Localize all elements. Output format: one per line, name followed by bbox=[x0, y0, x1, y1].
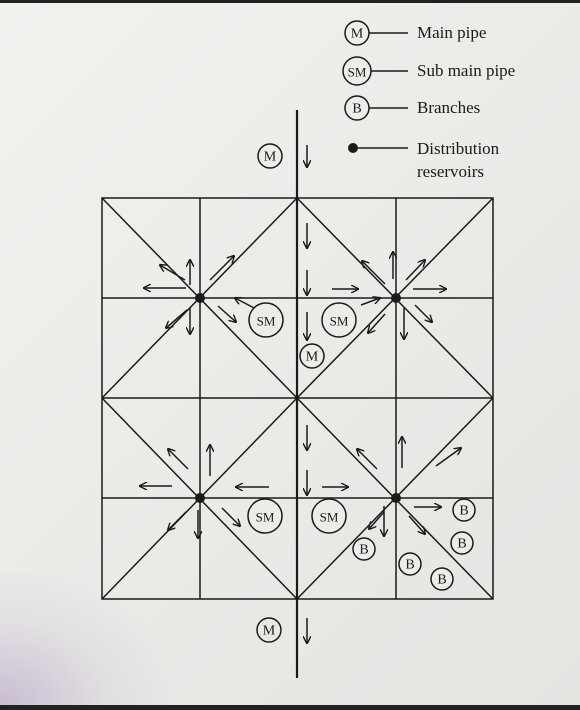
arrow-up-left-icon bbox=[357, 449, 377, 469]
reservoir-dot-icon bbox=[195, 293, 205, 303]
legend-branches bbox=[345, 96, 480, 120]
arrow-down-right-icon bbox=[222, 508, 240, 526]
arrow-up-right-icon bbox=[436, 448, 461, 466]
arrow-up-left-icon bbox=[362, 261, 385, 284]
legend-branch-symbol: B bbox=[352, 101, 362, 117]
reservoir-dot-icon bbox=[348, 143, 358, 153]
sub-main-label-bottom-left: SM bbox=[255, 509, 275, 525]
legend-main-symbol: M bbox=[350, 26, 364, 42]
legend-reservoir-label-line1: Distribution bbox=[417, 139, 500, 158]
reservoir-dot-icon bbox=[391, 293, 401, 303]
legend bbox=[343, 21, 515, 181]
legend-branch-label: Branches bbox=[417, 98, 481, 117]
arrow-down-left-icon bbox=[369, 512, 384, 529]
legend-sub-main-label: Sub main pipe bbox=[417, 61, 516, 80]
legend-main-pipe bbox=[345, 21, 486, 45]
arrow-down-right-icon bbox=[415, 305, 432, 322]
branch-label: B bbox=[457, 536, 467, 552]
sub-main-label-top-right: SM bbox=[329, 313, 349, 329]
main-pipe-label-center: M bbox=[305, 349, 319, 365]
main-pipe-label-top: M bbox=[263, 149, 277, 165]
arrow-down-left-icon bbox=[166, 310, 187, 328]
reservoir-dot-icon bbox=[195, 493, 205, 503]
legend-main-label: Main pipe bbox=[417, 23, 487, 42]
arrow-down-right-icon bbox=[409, 516, 425, 534]
arrow-up-left-icon bbox=[160, 265, 185, 280]
branch-label: B bbox=[459, 503, 469, 519]
arrow-up-right-icon bbox=[210, 256, 234, 280]
main-pipe-label-bottom: M bbox=[262, 623, 276, 639]
arrow-up-left-icon bbox=[168, 449, 188, 469]
branch-label: B bbox=[405, 557, 415, 573]
branch-label: B bbox=[437, 572, 447, 588]
arrow-right-icon bbox=[361, 298, 380, 305]
sub-main-label-bottom-right: SM bbox=[319, 509, 339, 525]
legend-sub-main-symbol: SM bbox=[347, 64, 367, 80]
branch-labels bbox=[353, 499, 475, 590]
legend-reservoirs bbox=[348, 139, 500, 181]
sub-main-label-top-left: SM bbox=[256, 313, 276, 329]
branch-label: B bbox=[359, 542, 369, 558]
legend-reservoir-label-line2: reservoirs bbox=[417, 162, 485, 181]
reservoir-dot-icon bbox=[391, 493, 401, 503]
arrow-down-left-icon bbox=[168, 512, 186, 530]
legend-sub-main-pipe bbox=[343, 57, 515, 85]
